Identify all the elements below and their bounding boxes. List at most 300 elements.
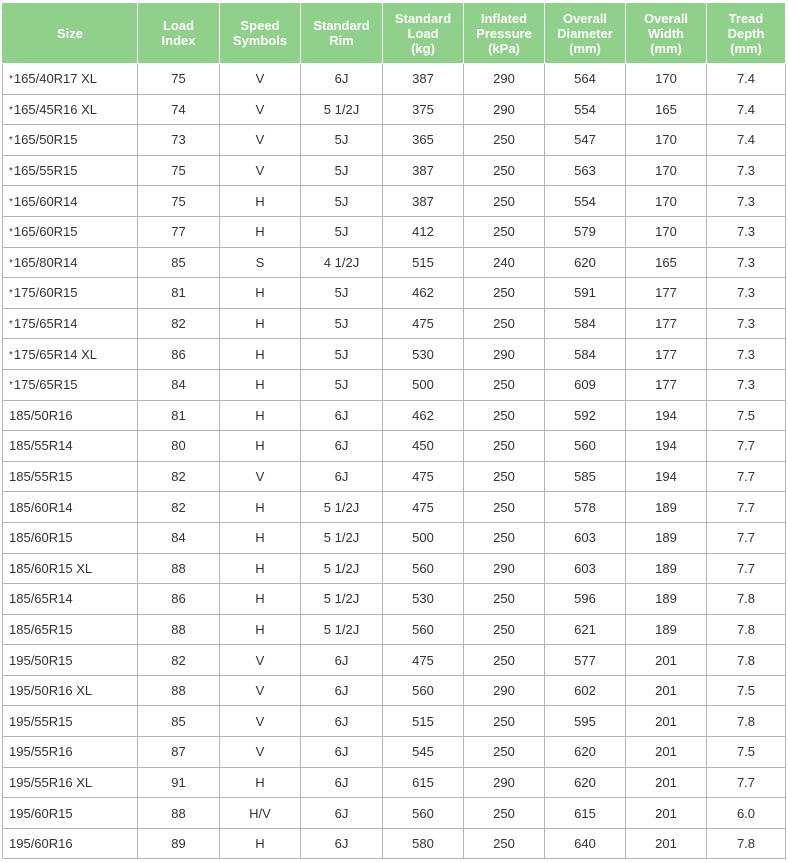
table-cell-inflated-pressure: 250 bbox=[464, 645, 545, 676]
table-cell-inflated-pressure: 250 bbox=[464, 461, 545, 492]
table-row bbox=[3, 247, 786, 278]
table-cell-speed-symbols: H/V bbox=[220, 798, 301, 829]
table-cell-overall-diameter: 584 bbox=[545, 308, 626, 339]
table-cell-overall-width: 189 bbox=[626, 492, 707, 523]
table-cell-overall-diameter: 620 bbox=[545, 737, 626, 768]
table-cell-speed-symbols: V bbox=[220, 94, 301, 125]
table-cell-overall-width: 201 bbox=[626, 798, 707, 829]
table-cell-standard-load: 450 bbox=[383, 431, 464, 462]
tire-size-label: 165/80R14 bbox=[13, 254, 78, 270]
table-cell-load-index: 88 bbox=[138, 798, 220, 829]
table-cell-tread-depth: 7.3 bbox=[707, 216, 786, 247]
table-cell-standard-rim: 5J bbox=[301, 308, 383, 339]
table-cell-tread-depth: 7.8 bbox=[707, 828, 786, 859]
table-cell-size bbox=[3, 431, 138, 462]
column-header-line: Overall bbox=[643, 10, 689, 26]
table-cell-size bbox=[3, 247, 138, 278]
column-header-line: Rim bbox=[329, 33, 354, 48]
table-cell-standard-load: 365 bbox=[383, 125, 464, 156]
table-cell-overall-diameter: 554 bbox=[545, 94, 626, 125]
table-cell-overall-width: 170 bbox=[626, 125, 707, 156]
asterisk-marker: * bbox=[9, 257, 13, 269]
column-header-tread-depth bbox=[707, 3, 786, 64]
table-cell-overall-width: 177 bbox=[626, 369, 707, 400]
table-cell-standard-rim: 6J bbox=[301, 737, 383, 768]
table-cell-speed-symbols: V bbox=[220, 675, 301, 706]
table-cell-standard-rim: 6J bbox=[301, 431, 383, 462]
table-cell-standard-load: 615 bbox=[383, 767, 464, 798]
table-cell-inflated-pressure: 290 bbox=[464, 553, 545, 584]
table-cell-speed-symbols: V bbox=[220, 737, 301, 768]
table-cell-load-index: 82 bbox=[138, 645, 220, 676]
table-cell-inflated-pressure: 250 bbox=[464, 798, 545, 829]
table-cell-tread-depth: 7.3 bbox=[707, 155, 786, 186]
table-cell-size bbox=[3, 369, 138, 400]
table-cell-standard-load: 375 bbox=[383, 94, 464, 125]
table-cell-standard-load: 530 bbox=[383, 584, 464, 615]
tire-size-label: 195/50R16 XL bbox=[9, 683, 93, 699]
asterisk-marker: * bbox=[9, 74, 13, 86]
table-cell-inflated-pressure: 250 bbox=[464, 186, 545, 217]
table-cell-overall-diameter: 591 bbox=[545, 278, 626, 309]
asterisk-marker: * bbox=[9, 380, 13, 392]
table-cell-inflated-pressure: 250 bbox=[464, 584, 545, 615]
tire-size-label: 175/65R14 XL bbox=[13, 346, 98, 362]
tire-size-label: 165/60R15 bbox=[13, 224, 78, 240]
table-cell-tread-depth: 7.8 bbox=[707, 614, 786, 645]
table-cell-load-index: 82 bbox=[138, 461, 220, 492]
table-cell-size bbox=[3, 186, 138, 217]
column-header-line: Speed bbox=[240, 18, 280, 33]
table-cell-size bbox=[3, 645, 138, 676]
column-header-line: Standard bbox=[394, 10, 452, 26]
table-cell-tread-depth: 6.0 bbox=[707, 798, 786, 829]
table-cell-size bbox=[3, 584, 138, 615]
table-cell-standard-load: 515 bbox=[383, 706, 464, 737]
table-cell-inflated-pressure: 290 bbox=[464, 94, 545, 125]
table-cell-size bbox=[3, 278, 138, 309]
tire-size-label: 185/60R15 bbox=[9, 530, 73, 546]
table-row bbox=[3, 125, 786, 156]
table-cell-tread-depth: 7.8 bbox=[707, 584, 786, 615]
column-header-line: Tread bbox=[728, 10, 764, 26]
table-cell-overall-width: 189 bbox=[626, 614, 707, 645]
table-cell-standard-rim: 5 1/2J bbox=[301, 492, 383, 523]
table-cell-load-index: 91 bbox=[138, 767, 220, 798]
table-cell-load-index: 86 bbox=[138, 584, 220, 615]
table-cell-overall-diameter: 615 bbox=[545, 798, 626, 829]
table-cell-load-index: 75 bbox=[138, 155, 220, 186]
column-header-line: Pressure bbox=[476, 25, 532, 41]
column-header-line: Index bbox=[161, 33, 196, 48]
tire-size-label: 165/40R17 XL bbox=[13, 71, 98, 87]
table-cell-speed-symbols: H bbox=[220, 431, 301, 462]
table-cell-standard-load: 387 bbox=[383, 64, 464, 95]
table-cell-overall-width: 194 bbox=[626, 461, 707, 492]
table-row bbox=[3, 308, 786, 339]
table-cell-load-index: 88 bbox=[138, 675, 220, 706]
table-cell-size bbox=[3, 553, 138, 584]
table-cell-standard-rim: 4 1/2J bbox=[301, 247, 383, 278]
table-cell-tread-depth: 7.8 bbox=[707, 706, 786, 737]
column-header-line: (mm) bbox=[650, 40, 682, 56]
tire-size-label: 185/55R14 bbox=[9, 438, 73, 454]
table-cell-speed-symbols: H bbox=[220, 216, 301, 247]
table-cell-load-index: 87 bbox=[138, 737, 220, 768]
table-cell-standard-rim: 5J bbox=[301, 216, 383, 247]
table-cell-tread-depth: 7.7 bbox=[707, 553, 786, 584]
table-cell-standard-load: 475 bbox=[383, 492, 464, 523]
table-cell-overall-diameter: 547 bbox=[545, 125, 626, 156]
table-cell-overall-diameter: 579 bbox=[545, 216, 626, 247]
asterisk-marker: * bbox=[9, 288, 13, 300]
table-cell-overall-width: 189 bbox=[626, 522, 707, 553]
asterisk-marker: * bbox=[9, 104, 13, 116]
table-cell-overall-diameter: 584 bbox=[545, 339, 626, 370]
table-cell-inflated-pressure: 240 bbox=[464, 247, 545, 278]
table-cell-overall-width: 201 bbox=[626, 828, 707, 859]
column-header-overall-width bbox=[626, 3, 707, 64]
table-row bbox=[3, 461, 786, 492]
table-cell-standard-rim: 5 1/2J bbox=[301, 584, 383, 615]
table-cell-standard-rim: 6J bbox=[301, 645, 383, 676]
table-cell-load-index: 88 bbox=[138, 553, 220, 584]
tire-size-label: 195/60R15 bbox=[9, 805, 73, 821]
table-cell-tread-depth: 7.3 bbox=[707, 186, 786, 217]
table-cell-speed-symbols: V bbox=[220, 64, 301, 95]
tire-size-label: 185/55R15 bbox=[9, 469, 73, 485]
table-cell-overall-width: 189 bbox=[626, 584, 707, 615]
table-cell-overall-width: 170 bbox=[626, 216, 707, 247]
table-cell-load-index: 84 bbox=[138, 369, 220, 400]
table-cell-load-index: 80 bbox=[138, 431, 220, 462]
tire-size-label: 165/60R14 bbox=[13, 193, 78, 209]
table-row bbox=[3, 216, 786, 247]
table-cell-inflated-pressure: 250 bbox=[464, 614, 545, 645]
tire-size-label: 175/65R15 bbox=[13, 377, 78, 393]
table-cell-speed-symbols: H bbox=[220, 614, 301, 645]
table-cell-overall-diameter: 554 bbox=[545, 186, 626, 217]
table-cell-inflated-pressure: 250 bbox=[464, 278, 545, 309]
table-cell-load-index: 85 bbox=[138, 706, 220, 737]
table-cell-overall-width: 201 bbox=[626, 737, 707, 768]
table-cell-inflated-pressure: 250 bbox=[464, 737, 545, 768]
table-cell-overall-diameter: 603 bbox=[545, 553, 626, 584]
table-row bbox=[3, 614, 786, 645]
table-row bbox=[3, 94, 786, 125]
column-header-line: Symbols bbox=[232, 33, 288, 48]
tire-size-label: 195/55R16 XL bbox=[9, 774, 93, 790]
asterisk-marker: * bbox=[9, 196, 13, 208]
table-cell-tread-depth: 7.3 bbox=[707, 247, 786, 278]
table-cell-speed-symbols: H bbox=[220, 369, 301, 400]
table-row bbox=[3, 278, 786, 309]
table-cell-load-index: 81 bbox=[138, 278, 220, 309]
table-cell-load-index: 74 bbox=[138, 94, 220, 125]
table-cell-load-index: 82 bbox=[138, 492, 220, 523]
tire-size-label: 185/65R14 bbox=[9, 591, 73, 607]
table-cell-inflated-pressure: 250 bbox=[464, 216, 545, 247]
table-cell-size bbox=[3, 614, 138, 645]
table-cell-overall-width: 170 bbox=[626, 155, 707, 186]
table-cell-load-index: 81 bbox=[138, 400, 220, 431]
tire-size-label: 195/55R15 bbox=[9, 713, 73, 729]
tire-spec-table bbox=[2, 2, 786, 859]
table-cell-load-index: 82 bbox=[138, 308, 220, 339]
table-cell-standard-rim: 6J bbox=[301, 767, 383, 798]
table-cell-standard-load: 500 bbox=[383, 369, 464, 400]
table-cell-standard-load: 462 bbox=[383, 278, 464, 309]
table-cell-size bbox=[3, 125, 138, 156]
table-cell-speed-symbols: V bbox=[220, 125, 301, 156]
table-cell-standard-load: 545 bbox=[383, 737, 464, 768]
table-cell-overall-diameter: 596 bbox=[545, 584, 626, 615]
table-cell-overall-diameter: 609 bbox=[545, 369, 626, 400]
table-cell-standard-rim: 6J bbox=[301, 798, 383, 829]
table-cell-size bbox=[3, 94, 138, 125]
column-header-line: Load bbox=[407, 25, 439, 41]
table-cell-tread-depth: 7.8 bbox=[707, 645, 786, 676]
table-cell-size bbox=[3, 828, 138, 859]
table-cell-speed-symbols: H bbox=[220, 339, 301, 370]
table-header-row bbox=[3, 3, 786, 64]
table-cell-overall-width: 177 bbox=[626, 339, 707, 370]
table-cell-standard-load: 387 bbox=[383, 155, 464, 186]
table-cell-overall-width: 170 bbox=[626, 64, 707, 95]
table-cell-standard-load: 387 bbox=[383, 186, 464, 217]
table-cell-tread-depth: 7.7 bbox=[707, 461, 786, 492]
table-cell-standard-rim: 5 1/2J bbox=[301, 614, 383, 645]
column-header-speed-symbols bbox=[220, 3, 301, 64]
table-cell-standard-rim: 6J bbox=[301, 675, 383, 706]
table-cell-inflated-pressure: 250 bbox=[464, 125, 545, 156]
table-cell-tread-depth: 7.3 bbox=[707, 369, 786, 400]
column-header-size bbox=[3, 3, 138, 64]
table-cell-standard-load: 500 bbox=[383, 522, 464, 553]
table-row bbox=[3, 828, 786, 859]
table-cell-tread-depth: 7.4 bbox=[707, 64, 786, 95]
tire-size-label: 175/60R15 bbox=[13, 285, 78, 301]
table-cell-overall-width: 177 bbox=[626, 308, 707, 339]
table-cell-overall-diameter: 577 bbox=[545, 645, 626, 676]
column-header-line: Inflated bbox=[480, 10, 528, 26]
table-cell-standard-rim: 5 1/2J bbox=[301, 94, 383, 125]
table-cell-load-index: 77 bbox=[138, 216, 220, 247]
table-cell-size bbox=[3, 400, 138, 431]
table-cell-speed-symbols: H bbox=[220, 584, 301, 615]
table-cell-load-index: 86 bbox=[138, 339, 220, 370]
tire-size-label: 185/60R14 bbox=[9, 499, 73, 515]
table-row bbox=[3, 798, 786, 829]
column-header-standard-rim bbox=[301, 3, 383, 64]
asterisk-marker: * bbox=[9, 349, 13, 361]
table-cell-overall-diameter: 620 bbox=[545, 247, 626, 278]
table-cell-standard-load: 475 bbox=[383, 645, 464, 676]
table-cell-overall-diameter: 563 bbox=[545, 155, 626, 186]
table-cell-size bbox=[3, 308, 138, 339]
table-cell-standard-rim: 5J bbox=[301, 155, 383, 186]
table-cell-standard-rim: 6J bbox=[301, 64, 383, 95]
table-cell-speed-symbols: H bbox=[220, 522, 301, 553]
table-cell-tread-depth: 7.3 bbox=[707, 308, 786, 339]
table-cell-standard-load: 462 bbox=[383, 400, 464, 431]
table-row bbox=[3, 339, 786, 370]
tire-size-label: 195/55R16 bbox=[9, 744, 73, 760]
table-row bbox=[3, 492, 786, 523]
table-cell-load-index: 75 bbox=[138, 186, 220, 217]
column-header-line: Size bbox=[56, 25, 83, 41]
table-cell-tread-depth: 7.3 bbox=[707, 278, 786, 309]
table-row bbox=[3, 706, 786, 737]
column-header-line: (kPa) bbox=[488, 40, 520, 56]
table-cell-speed-symbols: V bbox=[220, 706, 301, 737]
table-cell-standard-load: 475 bbox=[383, 308, 464, 339]
tire-size-label: 185/50R16 bbox=[9, 407, 73, 423]
table-cell-standard-rim: 5J bbox=[301, 339, 383, 370]
column-header-line: (kg) bbox=[411, 40, 435, 56]
table-cell-size bbox=[3, 216, 138, 247]
table-cell-overall-diameter: 578 bbox=[545, 492, 626, 523]
table-cell-inflated-pressure: 250 bbox=[464, 431, 545, 462]
table-cell-tread-depth: 7.7 bbox=[707, 492, 786, 523]
table-cell-inflated-pressure: 250 bbox=[464, 706, 545, 737]
table-cell-standard-load: 580 bbox=[383, 828, 464, 859]
table-cell-standard-rim: 5J bbox=[301, 186, 383, 217]
table-cell-overall-diameter: 595 bbox=[545, 706, 626, 737]
table-cell-overall-width: 165 bbox=[626, 94, 707, 125]
table-cell-standard-load: 475 bbox=[383, 461, 464, 492]
column-header-line: Overall bbox=[562, 10, 608, 26]
table-cell-load-index: 75 bbox=[138, 64, 220, 95]
table-cell-size bbox=[3, 492, 138, 523]
table-cell-size bbox=[3, 798, 138, 829]
table-cell-load-index: 84 bbox=[138, 522, 220, 553]
table-cell-speed-symbols: H bbox=[220, 828, 301, 859]
table-cell-tread-depth: 7.5 bbox=[707, 675, 786, 706]
table-cell-inflated-pressure: 290 bbox=[464, 339, 545, 370]
table-body bbox=[3, 64, 786, 859]
column-header-line: (mm) bbox=[730, 40, 762, 56]
tire-size-label: 185/60R15 XL bbox=[9, 560, 93, 576]
table-cell-standard-load: 515 bbox=[383, 247, 464, 278]
column-header-line: Depth bbox=[727, 25, 765, 41]
table-cell-standard-rim: 5 1/2J bbox=[301, 553, 383, 584]
table-cell-inflated-pressure: 250 bbox=[464, 828, 545, 859]
table-cell-inflated-pressure: 250 bbox=[464, 492, 545, 523]
table-cell-size bbox=[3, 64, 138, 95]
table-cell-overall-diameter: 602 bbox=[545, 675, 626, 706]
table-cell-inflated-pressure: 250 bbox=[464, 400, 545, 431]
tire-size-label: 165/50R15 bbox=[13, 132, 78, 148]
table-cell-speed-symbols: H bbox=[220, 186, 301, 217]
column-header-line: Diameter bbox=[557, 25, 613, 41]
column-header-inflated-pressure bbox=[464, 3, 545, 64]
tire-size-label: 185/65R15 bbox=[9, 621, 73, 637]
table-cell-overall-width: 170 bbox=[626, 186, 707, 217]
table-cell-standard-load: 560 bbox=[383, 553, 464, 584]
table-cell-speed-symbols: H bbox=[220, 278, 301, 309]
table-cell-overall-diameter: 564 bbox=[545, 64, 626, 95]
table-cell-tread-depth: 7.7 bbox=[707, 522, 786, 553]
table-cell-size bbox=[3, 155, 138, 186]
table-cell-overall-width: 201 bbox=[626, 645, 707, 676]
table-cell-standard-rim: 6J bbox=[301, 461, 383, 492]
table-cell-standard-rim: 5J bbox=[301, 278, 383, 309]
table-cell-speed-symbols: V bbox=[220, 645, 301, 676]
table-cell-overall-diameter: 592 bbox=[545, 400, 626, 431]
column-header-line: Load bbox=[162, 18, 195, 33]
tire-size-label: 195/60R16 bbox=[9, 836, 73, 852]
table-cell-overall-width: 189 bbox=[626, 553, 707, 584]
table-cell-standard-rim: 6J bbox=[301, 706, 383, 737]
table-row bbox=[3, 737, 786, 768]
table-cell-overall-diameter: 585 bbox=[545, 461, 626, 492]
tire-size-label: 175/65R14 bbox=[13, 316, 78, 332]
table-row bbox=[3, 675, 786, 706]
table-cell-load-index: 89 bbox=[138, 828, 220, 859]
table-cell-standard-rim: 5J bbox=[301, 369, 383, 400]
table-cell-tread-depth: 7.7 bbox=[707, 431, 786, 462]
table-cell-tread-depth: 7.7 bbox=[707, 767, 786, 798]
column-header-line: (mm) bbox=[569, 40, 601, 56]
table-cell-overall-width: 201 bbox=[626, 675, 707, 706]
table-cell-standard-rim: 5J bbox=[301, 125, 383, 156]
table-cell-overall-width: 194 bbox=[626, 431, 707, 462]
table-cell-inflated-pressure: 290 bbox=[464, 675, 545, 706]
table-cell-inflated-pressure: 290 bbox=[464, 64, 545, 95]
table-row bbox=[3, 186, 786, 217]
asterisk-marker: * bbox=[9, 135, 13, 147]
tire-size-label: 195/50R15 bbox=[9, 652, 73, 668]
table-cell-size bbox=[3, 675, 138, 706]
tire-size-label: 165/45R16 XL bbox=[13, 101, 98, 117]
table-cell-speed-symbols: V bbox=[220, 461, 301, 492]
asterisk-marker: * bbox=[9, 166, 13, 178]
table-cell-load-index: 85 bbox=[138, 247, 220, 278]
table-cell-speed-symbols: H bbox=[220, 553, 301, 584]
table-row bbox=[3, 431, 786, 462]
column-header-standard-load bbox=[383, 3, 464, 64]
table-row bbox=[3, 400, 786, 431]
table-cell-overall-diameter: 640 bbox=[545, 828, 626, 859]
table-cell-standard-load: 560 bbox=[383, 675, 464, 706]
table-cell-overall-width: 194 bbox=[626, 400, 707, 431]
table-cell-overall-diameter: 621 bbox=[545, 614, 626, 645]
table-cell-standard-load: 530 bbox=[383, 339, 464, 370]
table-cell-size bbox=[3, 522, 138, 553]
table-cell-tread-depth: 7.3 bbox=[707, 339, 786, 370]
table-cell-speed-symbols: H bbox=[220, 308, 301, 339]
table-cell-load-index: 73 bbox=[138, 125, 220, 156]
table-cell-speed-symbols: H bbox=[220, 767, 301, 798]
table-cell-overall-width: 201 bbox=[626, 767, 707, 798]
table-cell-inflated-pressure: 250 bbox=[464, 308, 545, 339]
column-header-overall-diameter bbox=[545, 3, 626, 64]
table-cell-overall-diameter: 560 bbox=[545, 431, 626, 462]
tire-size-label: 165/55R15 bbox=[13, 163, 78, 179]
table-cell-speed-symbols: V bbox=[220, 155, 301, 186]
table-row bbox=[3, 369, 786, 400]
table-cell-load-index: 88 bbox=[138, 614, 220, 645]
table-row bbox=[3, 522, 786, 553]
table-cell-standard-load: 560 bbox=[383, 614, 464, 645]
table-row bbox=[3, 645, 786, 676]
table-cell-speed-symbols: H bbox=[220, 400, 301, 431]
table-cell-speed-symbols: S bbox=[220, 247, 301, 278]
table-cell-standard-rim: 5 1/2J bbox=[301, 522, 383, 553]
table-cell-size bbox=[3, 339, 138, 370]
asterisk-marker: * bbox=[9, 227, 13, 239]
